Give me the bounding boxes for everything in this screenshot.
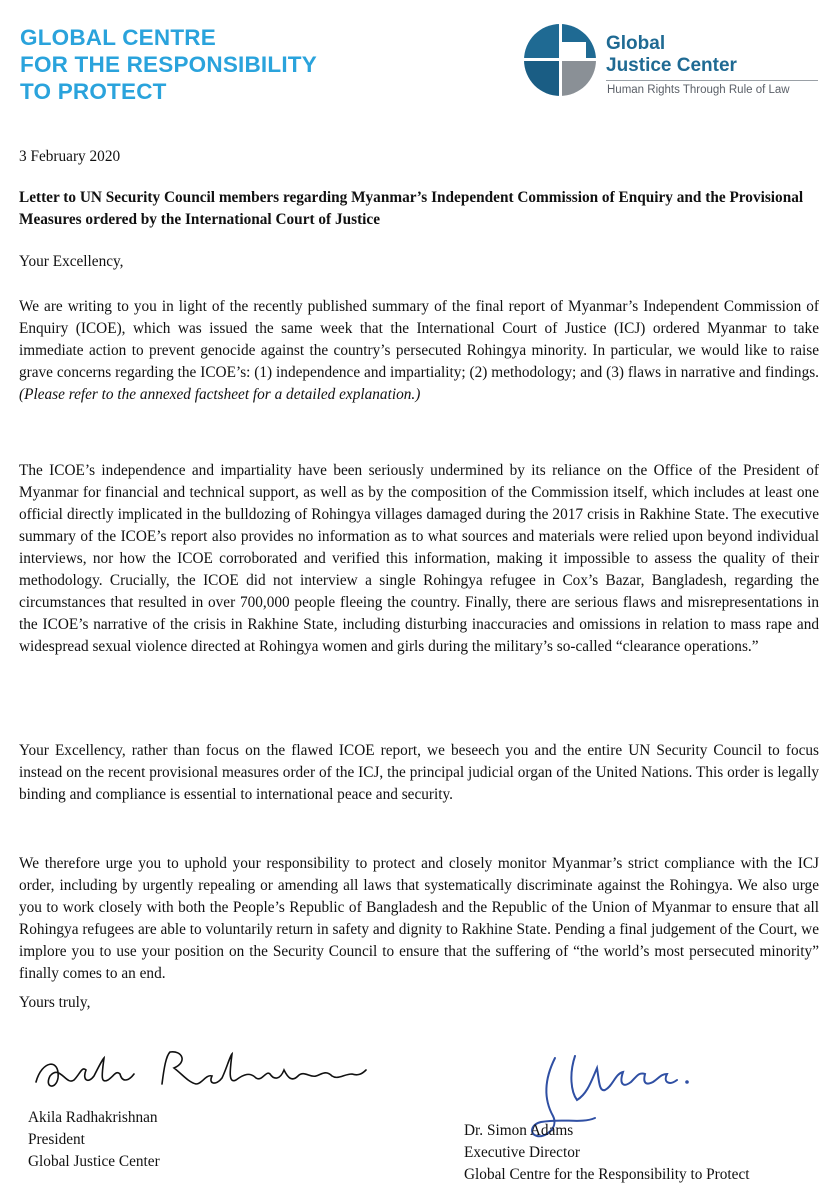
- signatory-1-name: Akila Radhakrishnan: [28, 1109, 158, 1126]
- paragraph-1: [19, 296, 819, 406]
- paragraph-1-text: We are writing to you in light of the recently published summary of the final report of Myanmar’s Independent Commission of Enquiry (ICOE), which was issued the same week that the International Court of Justice (ICJ) ordered Myanmar to take immediate action to prevent genocide against the country’s persecuted Rohingya minority. In particular, we would like to raise grave concerns regarding the ICOE’s: (1) independence and impartiality; (2) methodology; and (3) flaws in narrative and findings.: [19, 298, 819, 381]
- gjc-tagline: Human Rights Through Rule of Law: [607, 84, 790, 96]
- paragraph-4: We therefore urge you to uphold your responsibility to protect and closely monitor Myanmar’s strict compliance with the ICJ order, including by urgently repealing or amending all laws that systematically discriminate against the Rohingya. We also urge you to work closely with both the People’s Republic of Bangladesh and the Republic of the Union of Myanmar to ensure that all Rohingya refugees are able to voluntarily return in safety and dignity to Rakhine State. Pending a final judgement of the Court, we implore you to use your position on the Security Council to ensure that the suffering of “the world’s most persecuted minority” finally comes to an end.: [19, 855, 819, 982]
- signatory-1-title: President: [28, 1131, 85, 1148]
- gcr2p-logo: [20, 24, 317, 105]
- gjc-logo-name-line: Global: [606, 33, 666, 54]
- signatory-2-title: Executive Director: [464, 1144, 580, 1161]
- signature-akila-radhakrishnan: [30, 1040, 370, 1100]
- signatory-1: [28, 1107, 160, 1173]
- paragraph-1-note: (Please refer to the annexed factsheet for a detailed explanation.): [19, 386, 421, 403]
- gcr2p-logo-line: FOR THE RESPONSIBILITY: [20, 52, 317, 77]
- signatory-1-org: Global Justice Center: [28, 1153, 160, 1170]
- gjc-logo-name: [606, 33, 737, 77]
- paragraph-3: Your Excellency, rather than focus on the flawed ICOE report, we beseech you and the entire UN Security Council to focus instead on the recent provisional measures order of the ICJ, the principal judicial organ of the United Nations. This order is legally binding and compliance is essential to international peace and security.: [19, 742, 819, 803]
- signatory-2-org: Global Centre for the Responsibility to Protect: [464, 1166, 750, 1183]
- paragraph-2: The ICOE’s independence and impartiality have been seriously undermined by its reliance on the Office of the President of Myanmar for financial and technical support, as well as by the composition of the Commission itself, which includes at least one official directly implicated in the bulldozing of Rohingya villages damaged during the 2017 crisis in Rakhine State. The executive summary of the ICOE’s report also provides no information as to what sources and materials were relied upon beyond individual interviews, nor how the ICOE corroborated and verified this information, making it impossible to assess the quality of their methodology. Crucially, the ICOE did not interview a single Rohingya refugee in Cox’s Bazar, Bangladesh, regarding the circumstances that resulted in over 700,000 people fleeing the country. Finally, there are serious flaws and misrepresentations in the ICOE’s narrative of the crisis in Rakhine State, including disturbing inaccuracies and omissions in relation to mass rape and widespread sexual violence directed at Rohingya women and girls during the military’s so-called “clearance operations.”: [19, 462, 819, 655]
- signatory-2: [464, 1120, 750, 1186]
- letter-closing: Yours truly,: [19, 994, 91, 1011]
- letter-date: 3 February 2020: [19, 148, 121, 165]
- gcr2p-logo-line: TO PROTECT: [20, 79, 167, 104]
- gjc-logo-name-line: Justice Center: [606, 55, 737, 76]
- letter-salutation: Your Excellency,: [19, 253, 124, 270]
- signatory-2-name: Dr. Simon Adams: [464, 1122, 574, 1139]
- letter-subject: Letter to UN Security Council members regarding Myanmar’s Independent Commission of Enquiry and the Provisional Measures ordered by the International Court of Justice: [19, 189, 804, 228]
- gcr2p-logo-line: GLOBAL CENTRE: [20, 25, 216, 50]
- gjc-logo-divider: [606, 80, 818, 81]
